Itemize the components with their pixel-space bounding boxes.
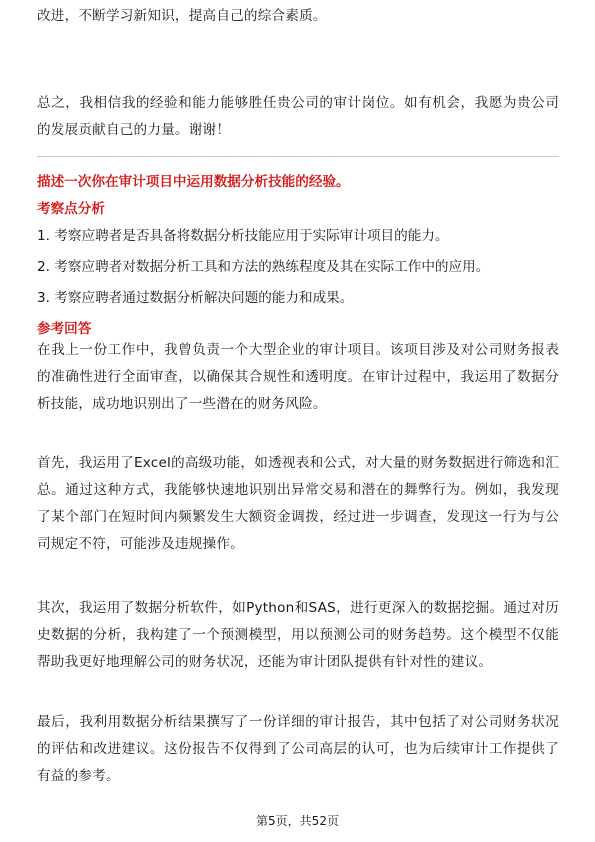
question-title: 描述一次你在审计项目中运用数据分析技能的经验。 bbox=[37, 174, 350, 190]
analysis-item: 2. 考察应聘者对数据分析工具和方法的熟练程度及其在实际工作中的应用。 bbox=[37, 259, 490, 275]
analysis-heading: 考察点分析 bbox=[37, 201, 105, 217]
intro-paragraph: 改进，不断学习新知识，提高自己的综合素质。 bbox=[37, 8, 327, 24]
answer-paragraph: 首先，我运用了Excel的高级功能，如透视表和公式，对大量的财务数据进行筛选和汇总。通过这种方式，我能够快速地识别出异常交易和潜在的舞弊行为。例如，我发现了某个部门在短时间内频繁发生大额资金调拨，经过进一步调查，发现这一行为与公司规定不符，可能涉及违规操作。 bbox=[37, 455, 559, 552]
answer-paragraph: 最后，我利用数据分析结果撰写了一份详细的审计报告，其中包括了对公司财务状况的评估和改进建议。这份报告不仅得到了公司高层的认可，也为后续审计工作提供了有益的参考。 bbox=[37, 714, 559, 784]
analysis-item: 1. 考察应聘者是否具备将数据分析技能应用于实际审计项目的能力。 bbox=[37, 228, 449, 244]
closing-paragraph: 总之，我相信我的经验和能力能够胜任贵公司的审计岗位。如有机会，我愿为贵公司的发展贡献自己的力量。谢谢！ bbox=[37, 95, 559, 138]
answer-heading: 参考回答 bbox=[37, 321, 92, 337]
analysis-item: 3. 考察应聘者通过数据分析解决问题的能力和成果。 bbox=[37, 290, 354, 306]
section-divider bbox=[37, 156, 559, 157]
answer-paragraph: 在我上一份工作中，我曾负责一个大型企业的审计项目。该项目涉及对公司财务报表的准确性进行全面审查，以确保其合规性和透明度。在审计过程中，我运用了数据分析技能，成功地识别出了一些潜在的财务风险。 bbox=[37, 342, 559, 412]
answer-paragraph: 其次，我运用了数据分析软件，如Python和SAS，进行更深入的数据挖掘。通过对历史数据的分析，我构建了一个预测模型，用以预测公司的财务趋势。这个模型不仅能帮助我更好地理解公司的财务状况，还能为审计团队提供有针对性的建议。 bbox=[37, 600, 559, 670]
page-number: 第5页，共52页 bbox=[256, 814, 339, 828]
